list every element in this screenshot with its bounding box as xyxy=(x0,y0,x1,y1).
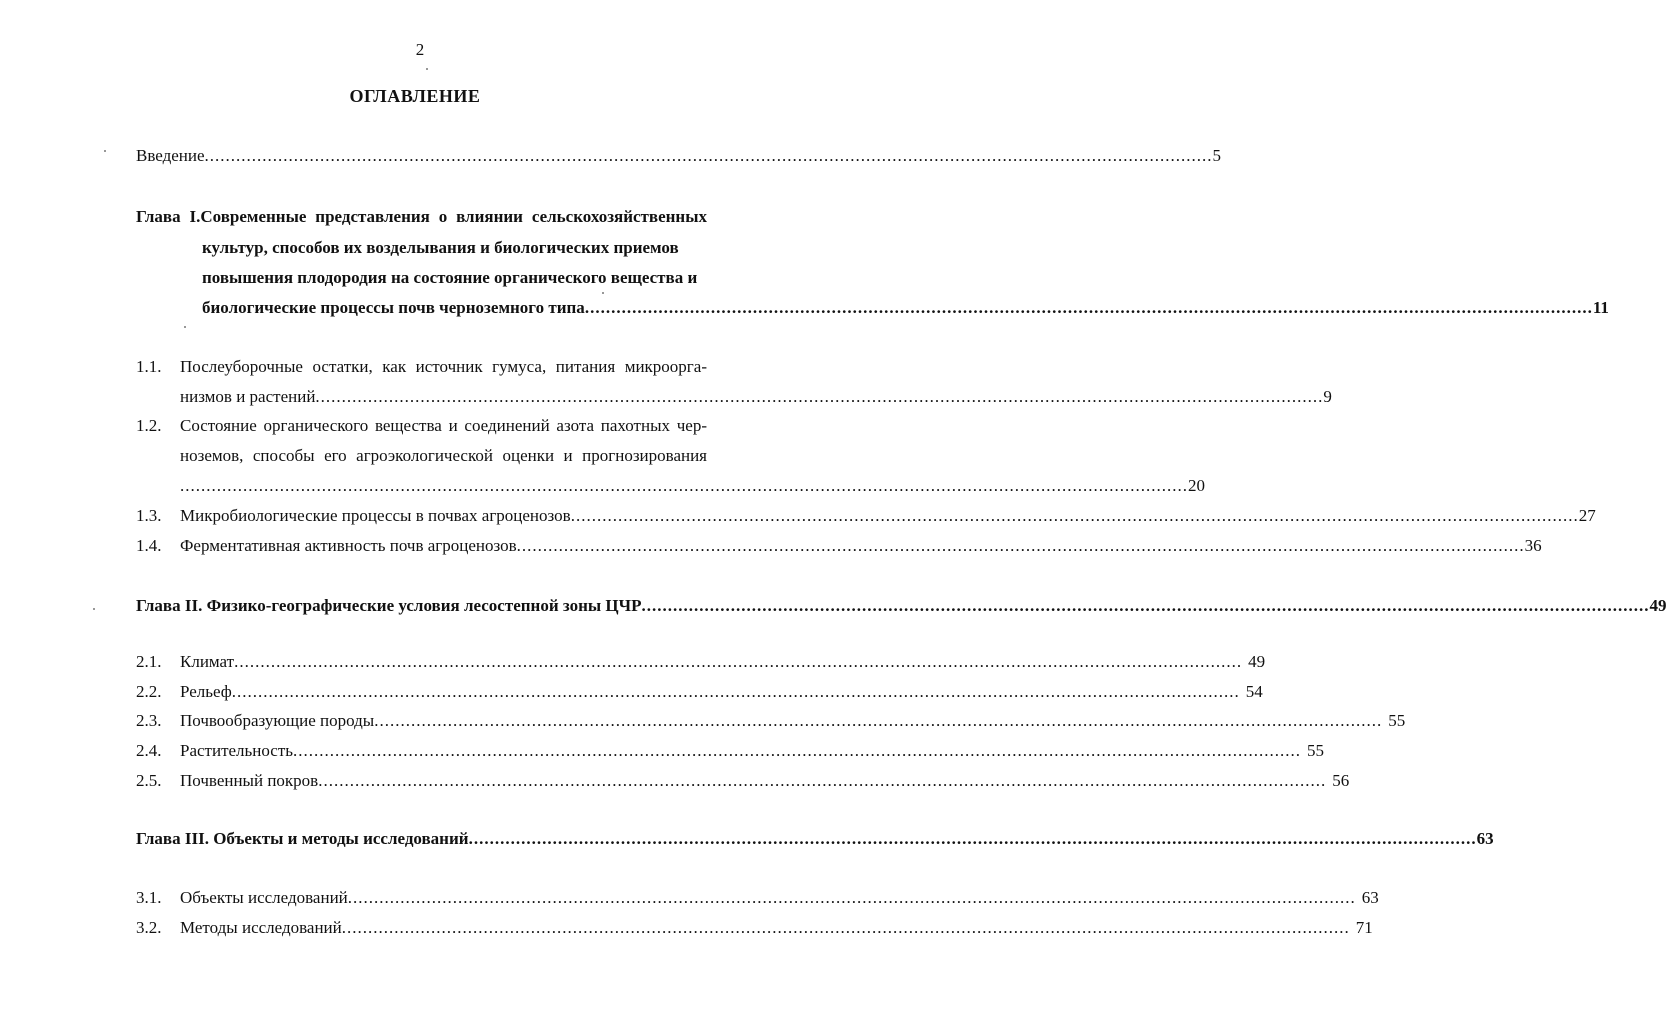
toc-entry-1-2-line-3 xyxy=(180,476,1205,496)
toc-entry-1-4[interactable] xyxy=(180,536,1542,556)
toc-entry-3-2[interactable] xyxy=(180,918,1373,938)
toc-page-number: 55 xyxy=(1388,711,1406,730)
toc-entry-1-2-line-1[interactable]: Состояние органического вещества и соединений азота пахотных чер- xyxy=(180,416,707,435)
chapter-1-heading-text: биологические процессы почв черноземного типа xyxy=(202,298,585,317)
toc-entry-text: Объекты исследований xyxy=(180,888,348,907)
scan-speck xyxy=(104,150,106,152)
toc-entry-2-1[interactable] xyxy=(180,652,1266,672)
chapter-2-heading[interactable] xyxy=(136,596,1667,616)
section-number: 3.2. xyxy=(136,918,162,937)
leader-dots: ................................................................................................................................................................................................ xyxy=(204,146,1213,165)
toc-page-number: 49 xyxy=(1248,652,1266,671)
leader-dots: ................................................................................................................................................................................................ xyxy=(231,682,1240,701)
toc-page-number: 20 xyxy=(1188,476,1205,495)
section-number: 1.3. xyxy=(136,506,162,525)
toc-entry-1-1-line-1[interactable]: Послеуборочные остатки, как источник гумуса, питания микроорга- xyxy=(180,357,707,376)
scan-speck xyxy=(184,326,186,328)
toc-page-number: 9 xyxy=(1323,387,1332,406)
section-number: 1.2. xyxy=(136,416,162,435)
toc-entry-text: Ферментативная активность почв агроценозов xyxy=(180,536,517,555)
leader-dots: ................................................................................................................................................................................................ xyxy=(584,298,1593,317)
toc-page-number: 5 xyxy=(1212,146,1222,165)
leader-dots: ................................................................................................................................................................................................ xyxy=(341,918,1350,937)
section-number: 3.1. xyxy=(136,888,162,907)
section-number: 1.1. xyxy=(136,357,162,376)
toc-entry-intro[interactable] xyxy=(136,146,1222,166)
toc-entry-text: низмов и растений xyxy=(180,387,316,406)
section-number: 2.5. xyxy=(136,771,162,790)
page-number: 2 xyxy=(415,40,425,59)
chapter-1-heading-line-1[interactable]: Глава I.Современные представления о влиянии сельскохозяйственных xyxy=(136,207,707,226)
section-number: 2.1. xyxy=(136,652,162,671)
chapter-1-heading-line-2: культур, способов их возделывания и биологических приемов xyxy=(202,238,679,257)
leader-dots: ................................................................................................................................................................................................ xyxy=(570,506,1579,525)
toc-page-number: 49 xyxy=(1649,596,1667,615)
section-number: 2.4. xyxy=(136,741,162,760)
toc-entry-1-3[interactable] xyxy=(180,506,1596,526)
leader-dots: ................................................................................................................................................................................................ xyxy=(318,771,1327,790)
toc-entry-text: Климат xyxy=(180,652,235,671)
toc-entry-text: Почвенный покров xyxy=(180,771,319,790)
toc-entry-text: Микробиологические процессы в почвах агроценозов xyxy=(180,506,571,525)
toc-page-number: 11 xyxy=(1592,298,1609,317)
leader-dots: ................................................................................................................................................................................................ xyxy=(180,476,1188,495)
toc-entry-2-3[interactable] xyxy=(180,711,1406,731)
toc-page-number: 63 xyxy=(1361,888,1379,907)
toc-page-number: 63 xyxy=(1476,829,1494,848)
chapter-2-heading-text: Глава II. Физико-географические условия лесостепной зоны ЦЧР xyxy=(136,596,642,615)
leader-dots: ................................................................................................................................................................................................ xyxy=(641,596,1650,615)
toc-page-number: 56 xyxy=(1332,771,1350,790)
section-number: 1.4. xyxy=(136,536,162,555)
section-number: 2.3. xyxy=(136,711,162,730)
chapter-1-heading-line-4 xyxy=(202,298,1609,318)
leader-dots: ................................................................................................................................................................................................ xyxy=(374,711,1383,730)
toc-entry-label: Введение xyxy=(136,146,205,165)
toc-page-number: 27 xyxy=(1578,506,1596,525)
toc-entry-2-4[interactable] xyxy=(180,741,1325,761)
leader-dots: ................................................................................................................................................................................................ xyxy=(234,652,1243,671)
toc-entry-1-2-line-2: ноземов, способы его агроэкологической оценки и прогнозирования xyxy=(180,446,707,465)
toc-entry-text: Растительность xyxy=(180,741,294,760)
toc-page-number: 55 xyxy=(1307,741,1325,760)
toc-entry-3-1[interactable] xyxy=(180,888,1379,908)
toc-entry-2-2[interactable] xyxy=(180,682,1263,702)
leader-dots: ................................................................................................................................................................................................ xyxy=(315,387,1324,406)
toc-page-number: 54 xyxy=(1245,682,1263,701)
toc-entry-text: Почвообразующие породы xyxy=(180,711,375,730)
leader-dots: ................................................................................................................................................................................................ xyxy=(468,829,1477,848)
scan-speck xyxy=(426,68,428,70)
leader-dots: ................................................................................................................................................................................................ xyxy=(516,536,1525,555)
toc-page-number: 71 xyxy=(1355,918,1373,937)
toc-entry-text: Методы исследований xyxy=(180,918,342,937)
chapter-3-heading-text: Глава III. Объекты и методы исследований xyxy=(136,829,469,848)
page-title: ОГЛАВЛЕНИЕ xyxy=(349,86,481,106)
toc-page-number: 36 xyxy=(1524,536,1542,555)
section-number: 2.2. xyxy=(136,682,162,701)
scan-speck xyxy=(602,292,604,294)
leader-dots: ................................................................................................................................................................................................ xyxy=(347,888,1356,907)
chapter-1-heading-line-3: повышения плодородия на состояние органического вещества и xyxy=(202,268,698,287)
toc-entry-2-5[interactable] xyxy=(180,771,1350,791)
toc-entry-1-1-line-2 xyxy=(180,387,1332,407)
scan-speck xyxy=(93,608,95,610)
chapter-3-heading[interactable] xyxy=(136,829,1494,849)
toc-entry-text: Рельеф xyxy=(180,682,232,701)
leader-dots: ................................................................................................................................................................................................ xyxy=(293,741,1302,760)
